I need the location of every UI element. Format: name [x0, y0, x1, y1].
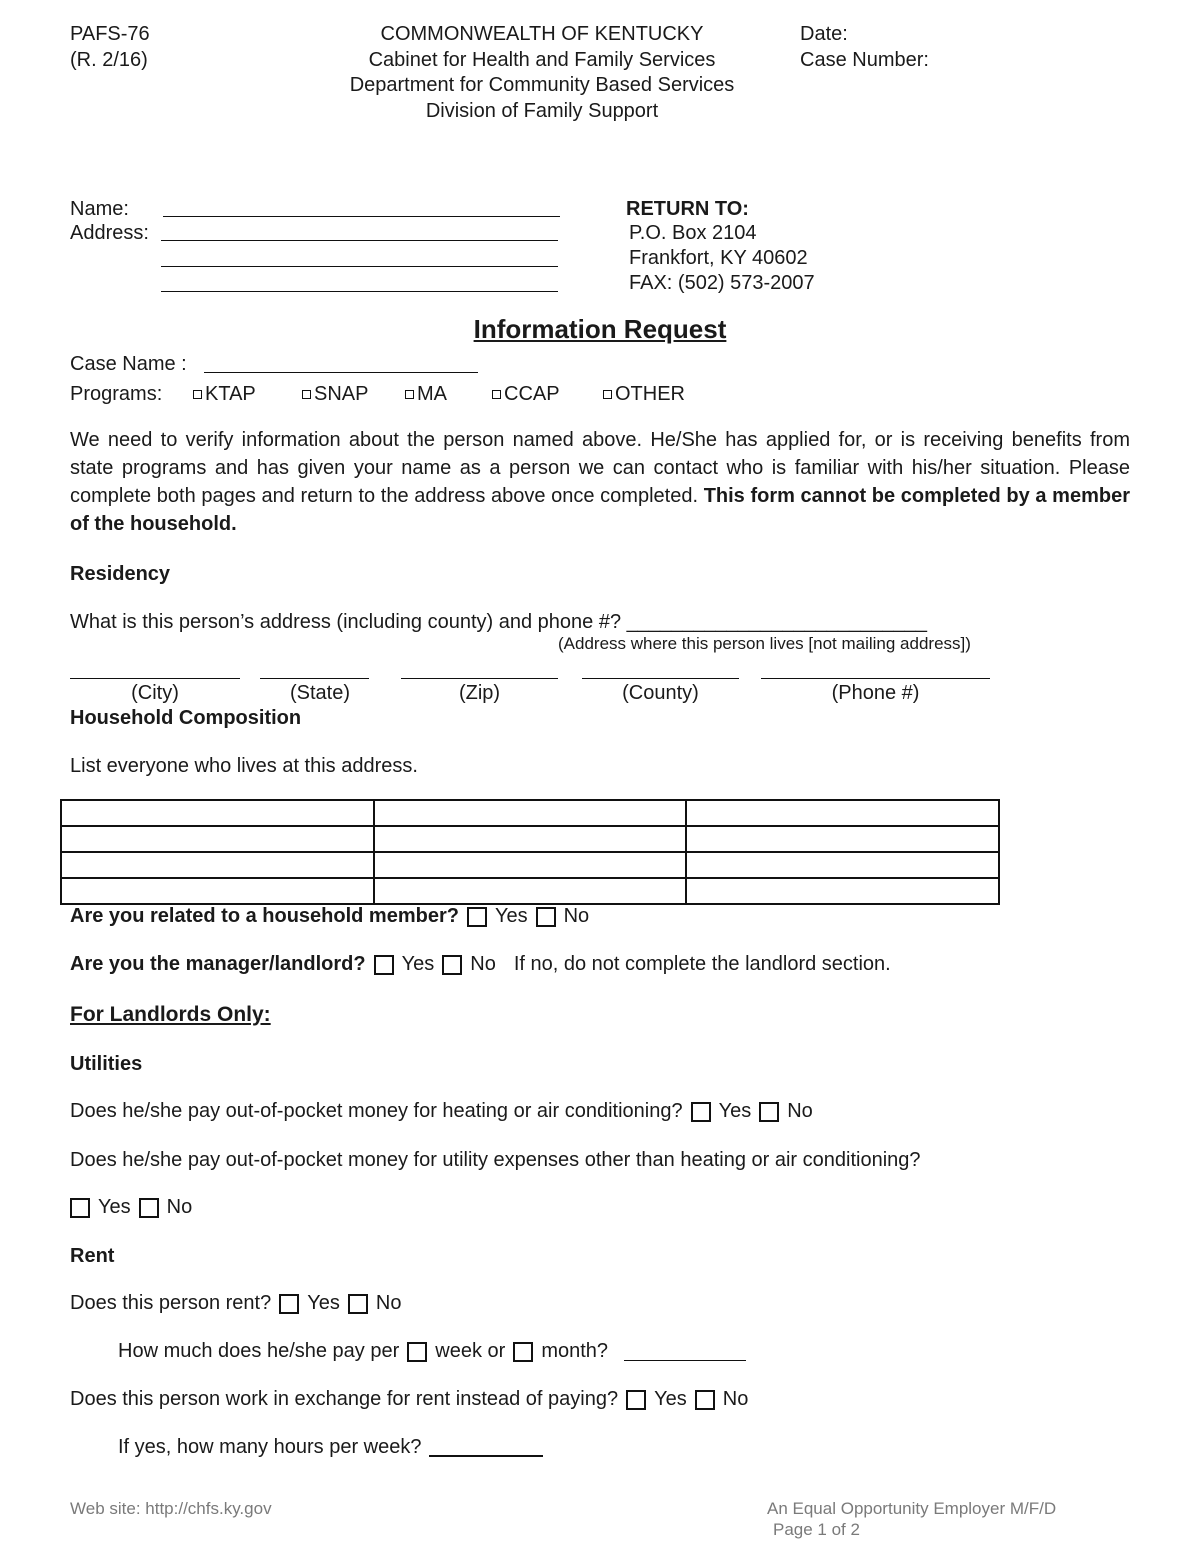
related-no-checkbox[interactable]: [536, 907, 556, 927]
footer-equal-opportunity: An Equal Opportunity Employer M/F/D: [767, 1499, 1057, 1518]
no-label: No: [563, 905, 590, 927]
table-cell[interactable]: [686, 878, 999, 904]
return-to-line: FAX: (502) 573-2007: [629, 272, 815, 294]
address-field-line-3[interactable]: [161, 291, 558, 292]
rent-month-checkbox[interactable]: [513, 1342, 533, 1362]
landlords-only-heading: For Landlords Only:: [70, 1003, 271, 1026]
utilities-heading: Utilities: [70, 1053, 143, 1075]
program-option-snap[interactable]: SNAP: [302, 382, 368, 406]
address-field-line-1[interactable]: [161, 240, 558, 241]
intro-paragraph: [70, 426, 1130, 538]
no-label: No: [722, 1388, 749, 1410]
residency-note: (Address where this person lives [not mailing address]): [558, 634, 971, 653]
form-revision: (R. 2/16): [70, 49, 148, 71]
utilities-q2-yes-checkbox[interactable]: [70, 1198, 90, 1218]
return-to-line: P.O. Box 2104: [629, 222, 757, 244]
landlord-question: Are you the manager/landlord?: [70, 953, 366, 975]
rent-no-checkbox[interactable]: [348, 1294, 368, 1314]
yes-label: Yes: [98, 1196, 131, 1218]
programs-label: Programs:: [70, 383, 163, 405]
intro-text: We need to verify information about the person named above. He/She has applied for, or is receiving benefits from state programs and has given your name as a person we can contact who is familiar with his/her situation. Please complete both pages and return to the address above once completed.: [70, 429, 1130, 507]
table-cell[interactable]: [374, 826, 687, 852]
state-caption: (State): [289, 682, 351, 704]
agency-line: Division of Family Support: [425, 99, 659, 122]
table-cell[interactable]: [686, 800, 999, 826]
program-option-ccap[interactable]: CCAP: [492, 382, 560, 406]
utilities-q2-no-checkbox[interactable]: [139, 1198, 159, 1218]
yes-label: Yes: [718, 1100, 752, 1122]
phone-caption: (Phone #): [831, 682, 920, 704]
household-heading: Household Composition: [70, 707, 302, 729]
no-label: No: [375, 1292, 402, 1314]
yes-label: Yes: [307, 1292, 340, 1314]
table-cell[interactable]: [686, 826, 999, 852]
week-label: week or: [435, 1340, 506, 1362]
yes-label: Yes: [494, 905, 528, 927]
residency-question: What is this person’s address (including county) and phone #? ___________________________: [70, 611, 927, 633]
checkbox-icon[interactable]: [302, 390, 311, 399]
rent-question-2: How much does he/she pay per: [118, 1340, 400, 1362]
phone-field[interactable]: [761, 678, 990, 679]
rent-q1-row: [70, 1292, 401, 1315]
name-field[interactable]: [163, 216, 560, 217]
city-field[interactable]: [70, 678, 240, 679]
household-instruction: List everyone who lives at this address.: [70, 755, 418, 777]
checkbox-icon[interactable]: [603, 390, 612, 399]
landlord-note: If no, do not complete the landlord section.: [513, 953, 891, 975]
case-name-field[interactable]: [204, 372, 478, 373]
related-question-row: [70, 905, 589, 928]
table-row: [61, 800, 999, 826]
intro-bold-text: This form cannot be completed by a member of the household.: [70, 485, 1130, 535]
table-cell[interactable]: [61, 800, 374, 826]
agency-line: COMMONWEALTH OF KENTUCKY: [380, 23, 704, 45]
table-cell[interactable]: [61, 826, 374, 852]
table-cell[interactable]: [61, 852, 374, 878]
program-option-ma[interactable]: MA: [405, 382, 447, 406]
landlord-no-checkbox[interactable]: [442, 955, 462, 975]
agency-block: [312, 22, 772, 124]
rent-heading: Rent: [70, 1245, 115, 1267]
utilities-question-2: Does he/she pay out-of-pocket money for utility expenses other than heating or air conditioning?: [70, 1149, 921, 1171]
agency-line: Cabinet for Health and Family Services: [368, 48, 716, 71]
case-number-label: Case Number:: [800, 49, 929, 71]
program-option-other[interactable]: OTHER: [603, 382, 685, 406]
program-option-ktap[interactable]: KTAP: [193, 382, 256, 406]
work-for-rent-no-checkbox[interactable]: [695, 1390, 715, 1410]
utilities-q1-yes-checkbox[interactable]: [691, 1102, 711, 1122]
page-title: Information Request: [473, 314, 727, 344]
related-yes-checkbox[interactable]: [467, 907, 487, 927]
checkbox-icon[interactable]: [193, 390, 202, 399]
zip-caption: (Zip): [458, 682, 501, 704]
state-field[interactable]: [260, 678, 369, 679]
rent-question-1: Does this person rent?: [70, 1292, 272, 1314]
landlord-question-row: [70, 953, 891, 976]
address-field-line-2[interactable]: [161, 266, 558, 267]
related-question: Are you related to a household member?: [70, 905, 459, 927]
table-cell[interactable]: [374, 800, 687, 826]
zip-field[interactable]: [401, 678, 558, 679]
county-field[interactable]: [582, 678, 739, 679]
checkbox-icon[interactable]: [492, 390, 501, 399]
return-to-heading: RETURN TO:: [626, 198, 749, 220]
utilities-question-1: Does he/she pay out-of-pocket money for heating or air conditioning?: [70, 1100, 683, 1122]
city-caption: (City): [131, 682, 179, 704]
residency-heading: Residency: [70, 563, 171, 585]
table-cell[interactable]: [374, 852, 687, 878]
yes-label: Yes: [401, 953, 435, 975]
no-label: No: [166, 1196, 193, 1218]
agency-line: Department for Community Based Services: [349, 74, 735, 96]
address-label: Address:: [70, 222, 149, 244]
name-label: Name:: [70, 198, 129, 220]
county-caption: (County): [622, 682, 699, 704]
yes-label: Yes: [654, 1388, 687, 1410]
rent-question-3: Does this person work in exchange for rent instead of paying?: [70, 1388, 619, 1410]
rent-q4-row: [118, 1436, 543, 1459]
utilities-q1-no-checkbox[interactable]: [759, 1102, 779, 1122]
case-name-label: Case Name :: [70, 353, 187, 375]
table-cell[interactable]: [374, 878, 687, 904]
table-row: [61, 878, 999, 904]
table-row: [61, 852, 999, 878]
rent-q2-row: [118, 1340, 746, 1363]
rent-amount-field[interactable]: [624, 1343, 746, 1361]
hours-per-week-field[interactable]: [429, 1439, 543, 1457]
no-label: No: [787, 1100, 813, 1122]
checkbox-icon[interactable]: [405, 390, 414, 399]
rent-question-4: If yes, how many hours per week?: [118, 1436, 422, 1458]
form-id: PAFS-76: [70, 23, 150, 45]
rent-week-checkbox[interactable]: [407, 1342, 427, 1362]
utilities-q2-row: [70, 1196, 192, 1219]
return-to-line: Frankfort, KY 40602: [629, 247, 808, 269]
date-label: Date:: [800, 23, 848, 45]
month-label: month?: [541, 1340, 609, 1362]
work-for-rent-yes-checkbox[interactable]: [626, 1390, 646, 1410]
rent-yes-checkbox[interactable]: [279, 1294, 299, 1314]
table-cell[interactable]: [61, 878, 374, 904]
footer-website: Web site: http://chfs.ky.gov: [70, 1499, 272, 1518]
utilities-q1-row: [70, 1100, 813, 1123]
no-label: No: [470, 953, 496, 975]
landlord-yes-checkbox[interactable]: [374, 955, 394, 975]
rent-q3-row: [70, 1388, 748, 1411]
table-cell[interactable]: [686, 852, 999, 878]
table-row: [61, 826, 999, 852]
household-table: [60, 799, 1000, 905]
footer-page-number: Page 1 of 2: [773, 1520, 860, 1539]
